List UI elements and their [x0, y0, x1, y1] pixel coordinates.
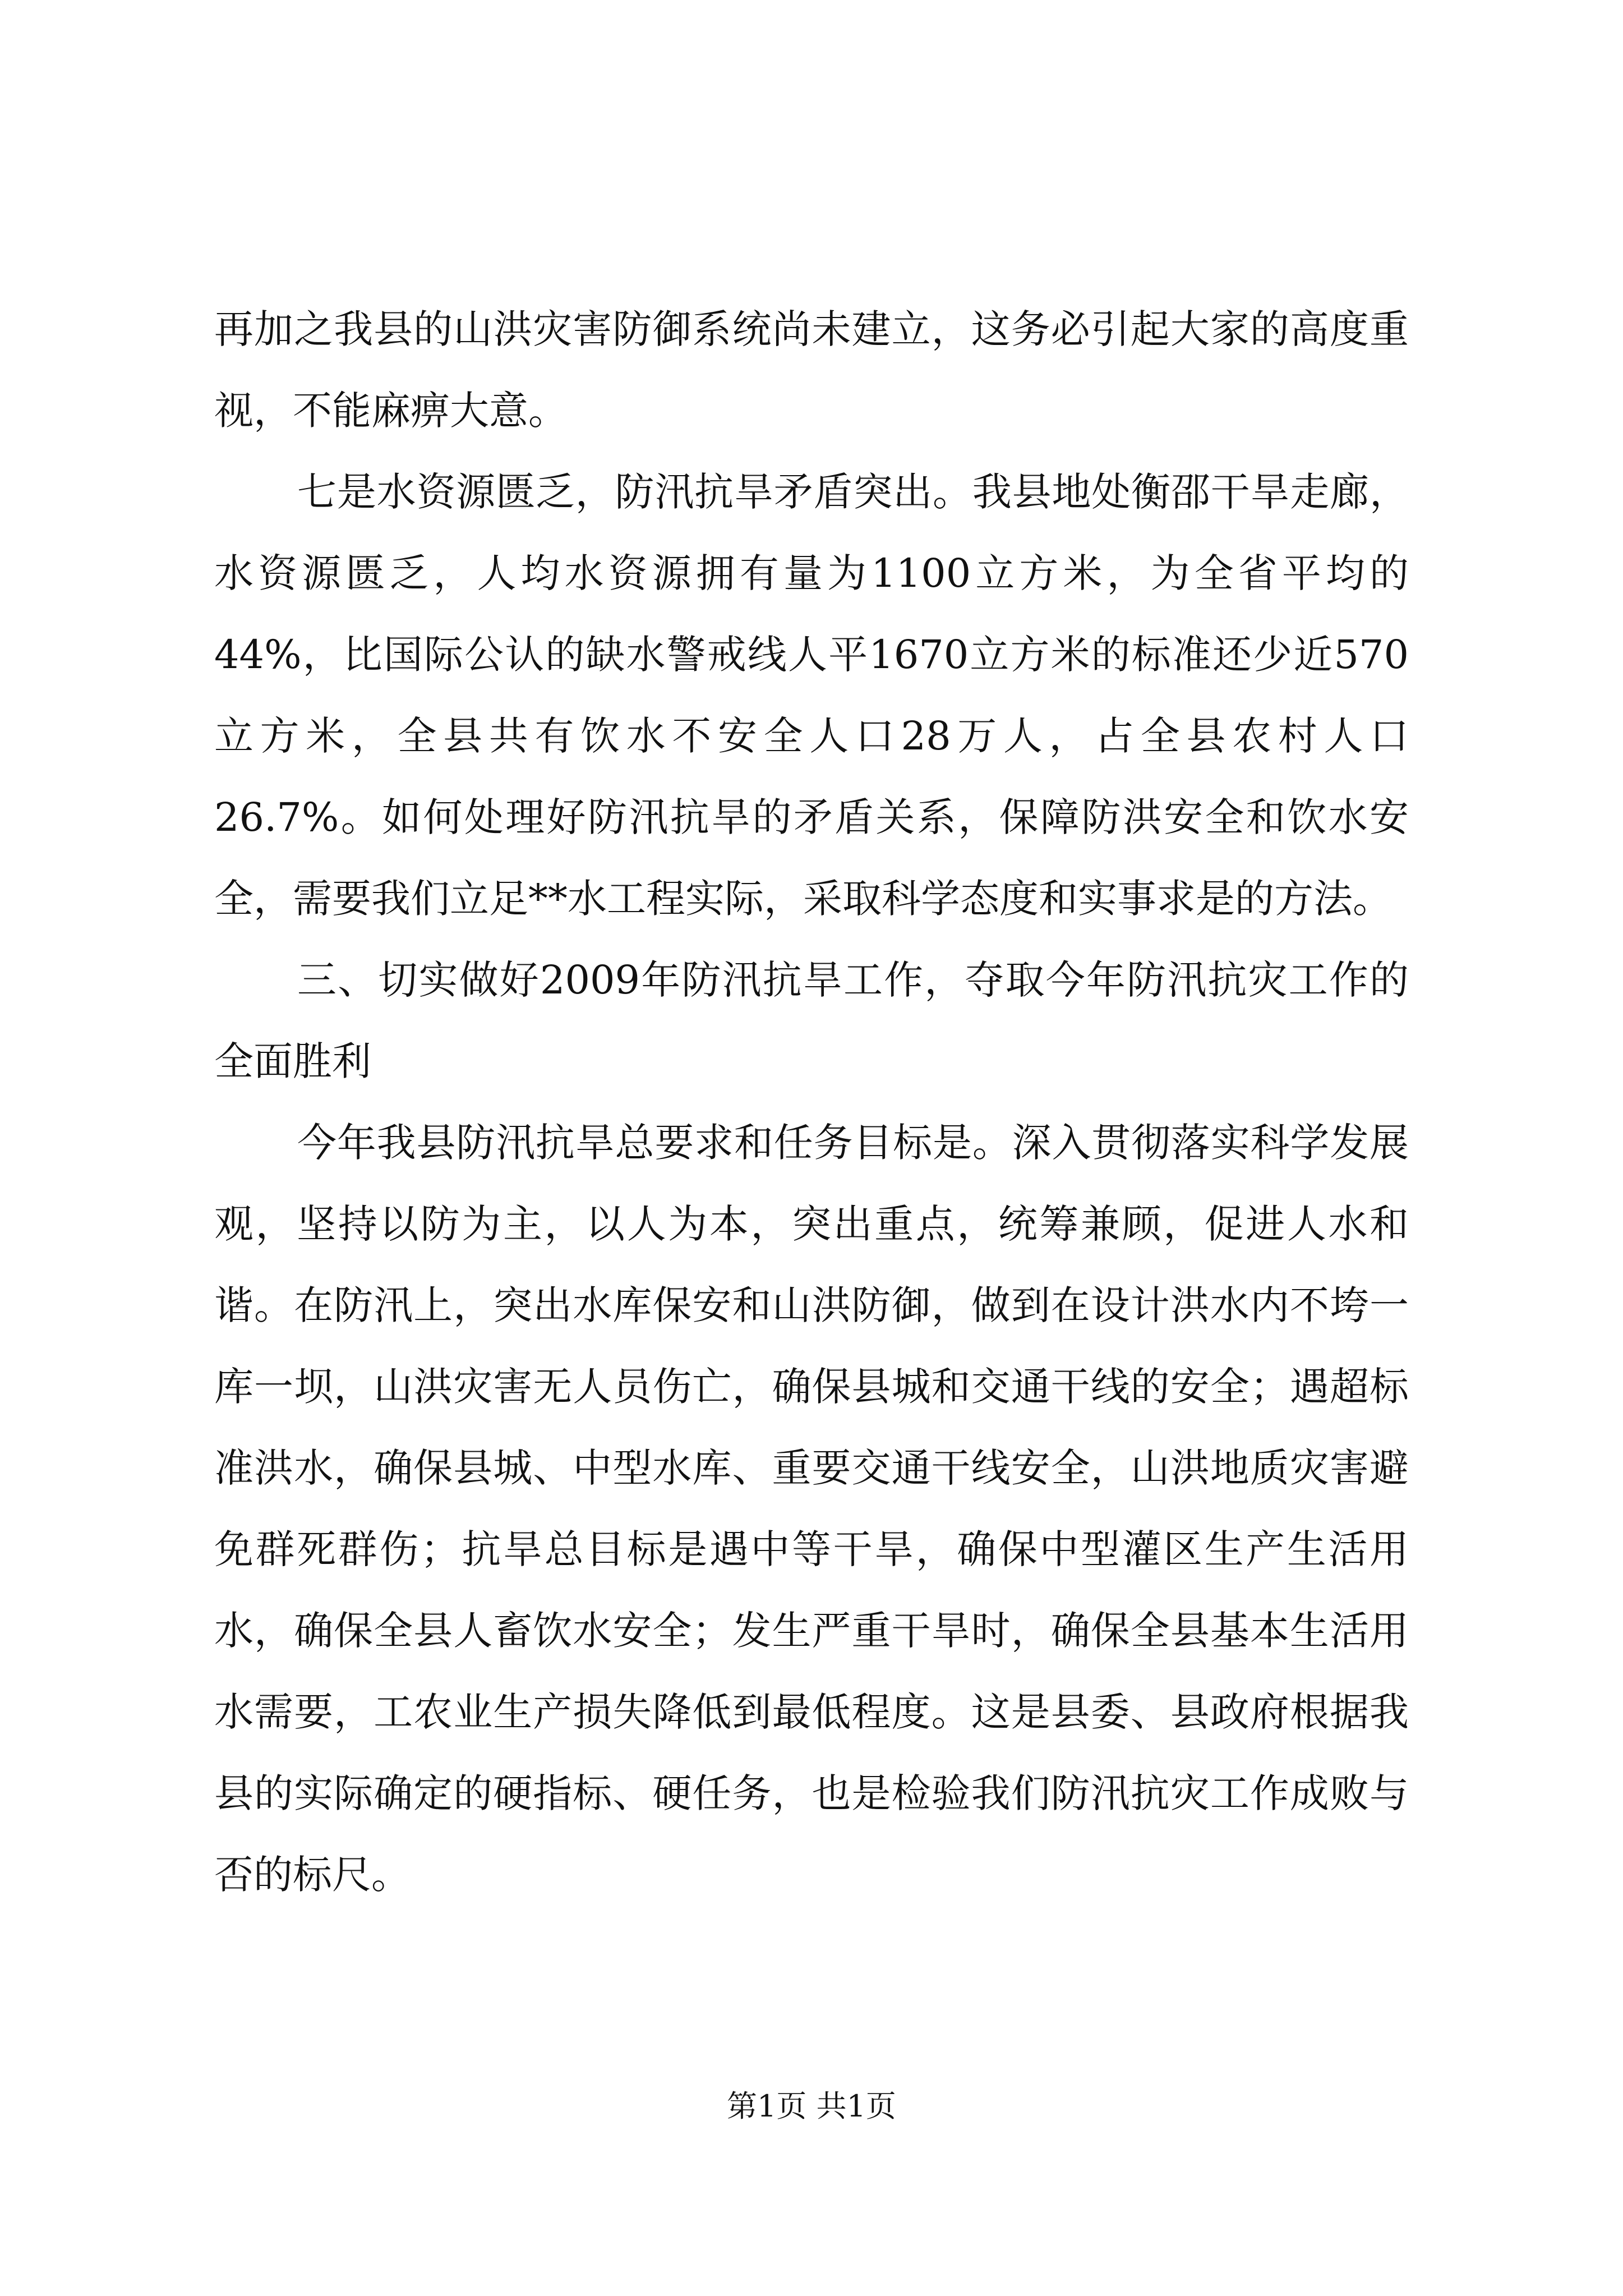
paragraph-task-goals: 今年我县防汛抗旱总要求和任务目标是。深入贯彻落实科学发展观，坚持以防为主，以人为本，突出重点，统筹兼顾，促进人水和谐。在防汛上，突出水库保安和山洪防御，做到在设计洪水内不垮一库一坝，山洪灾害无人员伤亡，确保县城和交通干线的安全；遇超标准洪水，确保县城、中型水库、重要交通干线安全，山洪地质灾害避免群死群伤；抗旱总目标是遇中等干旱，确保中型灌区生产生活用水，确保全县人畜饮水安全；发生严重干旱时，确保全县基本生活用水需要，工农业生产损失降低到最低程度。这是县委、县政府根据我县的实际确定的硬指标、硬任务，也是检验我们防汛抗灾工作成败与否的标尺。: [214, 1120, 1409, 1898]
page-footer: 第1页 共1页: [727, 2088, 896, 2124]
paragraph-water-resources: 七是水资源匮乏，防汛抗旱矛盾突出。我县地处衡邵干旱走廊，水资源匮乏，人均水资源拥有量为1100立方米，为全省平均的44%，比国际公认的缺水警戒线人平1670立方米的标准还少近570立方米，全县共有饮水不安全人口28万人，占全县农村人口26.7%。如何处理好防汛抗旱的矛盾关系，保障防洪安全和饮水安全，需要我们立足**水工程实际，采取科学态度和实事求是的方法。: [214, 469, 1409, 922]
section-heading-three: 三、切实做好2009年防汛抗旱工作，夺取今年防汛抗灾工作的全面胜利: [214, 957, 1409, 1084]
document-body: [214, 289, 1409, 1916]
paragraph-continuation: 再加之我县的山洪灾害防御系统尚未建立，这务必引起大家的高度重视，不能麻痹大意。: [214, 306, 1409, 434]
